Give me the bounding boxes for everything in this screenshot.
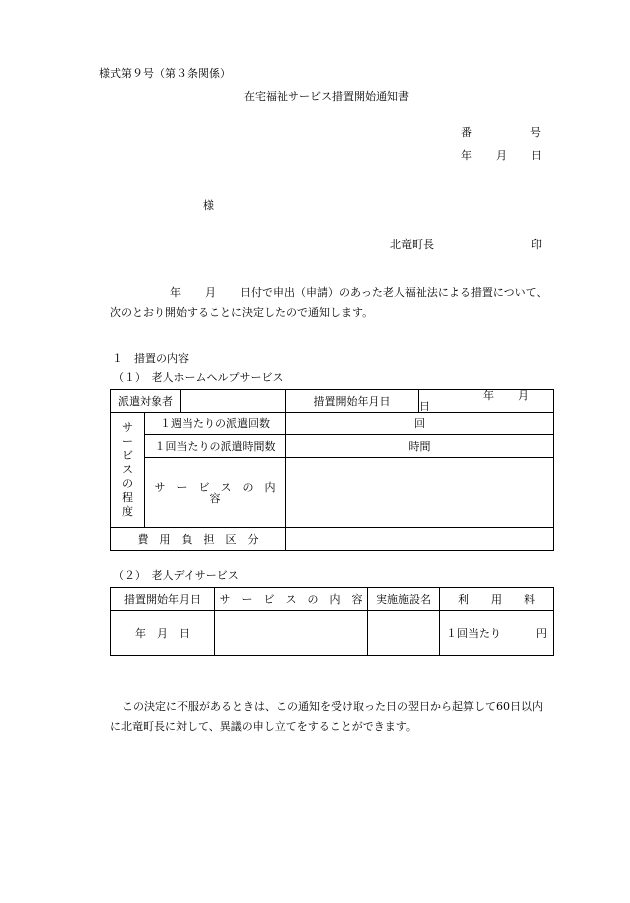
body-date-month: 月 (205, 286, 216, 299)
date-day-label: 日 (531, 149, 542, 162)
date-year-label: 年 (461, 149, 472, 162)
body-date-year: 年 (170, 286, 181, 299)
hours-per-visit-unit: 時間 (286, 435, 554, 458)
body-line1: 日付で申出（申請）のあった老人福祉法による措置について、 (240, 286, 548, 299)
target-person-value (181, 390, 286, 413)
form-number: 様式第９号（第３条関係） (99, 67, 231, 80)
ds-fee-value (440, 611, 554, 656)
cost-burden-label: 費 用 負 担 区 分 (111, 528, 286, 551)
number-suffix: 号 (530, 126, 541, 139)
issuer-name: 北竜町長 (390, 238, 434, 251)
subsection-heading-dayservice: （２） 老人デイサービス (113, 569, 239, 582)
document-title: 在宅福祉サービス措置開始通知書 (244, 90, 409, 103)
start-year: 年 (483, 389, 494, 402)
ds-facility-value (368, 611, 440, 656)
weekly-visits-unit: 回 (286, 413, 554, 435)
ds-start-date-header: 措置開始年月日 (111, 588, 215, 611)
ds-facility-header: 実施施設名 (368, 588, 440, 611)
dayservice-table (110, 587, 554, 656)
subsection-heading-homehelp: （１） 老人ホームヘルプサービス (113, 371, 284, 384)
ds-fee-header: 利 用 料 (440, 588, 554, 611)
section-heading: １ 措置の内容 (112, 352, 189, 365)
start-month: 月 (518, 389, 529, 402)
ds-service-content-header: サ ー ビ ス の 内 容 (215, 588, 368, 611)
ds-service-content-value (215, 611, 368, 656)
start-date-label: 措置開始年月日 (286, 390, 419, 413)
ds-fee-per-visit: １回当たり (446, 626, 501, 640)
homehelp-service-content-value (286, 458, 554, 528)
weekly-visits-label: １週当たりの派遣回数 (145, 413, 286, 435)
hours-per-visit-label: １回当たりの派遣時間数 (145, 435, 286, 458)
target-person-label: 派遣対象者 (111, 390, 181, 413)
number-label: 番 (461, 126, 472, 139)
start-date-value (419, 390, 554, 413)
seal-mark: 印 (531, 238, 542, 251)
cost-burden-value (286, 528, 554, 551)
homehelp-service-content-label: サ ー ビ ス の 内 容 (145, 458, 286, 528)
homehelp-table (110, 389, 554, 551)
ds-fee-yen: 円 (536, 626, 547, 640)
body-line2: 次のとおり開始することに決定したので通知します。 (110, 306, 374, 319)
ds-start-date-value: 年 月 日 (111, 611, 215, 656)
service-degree-label: サ ー ビ ス の 程 度 (111, 413, 145, 528)
start-day: 日 (419, 400, 430, 413)
addressee-honorific: 様 (203, 199, 214, 212)
appeal-notice-line2: に北竜町長に対して、異議の申し立てをすることができます。 (110, 720, 417, 733)
date-month-label: 月 (496, 149, 507, 162)
appeal-notice-line1: この決定に不服があるときは、この通知を受け取った日の翌日から起算して60日以内 (122, 700, 543, 713)
